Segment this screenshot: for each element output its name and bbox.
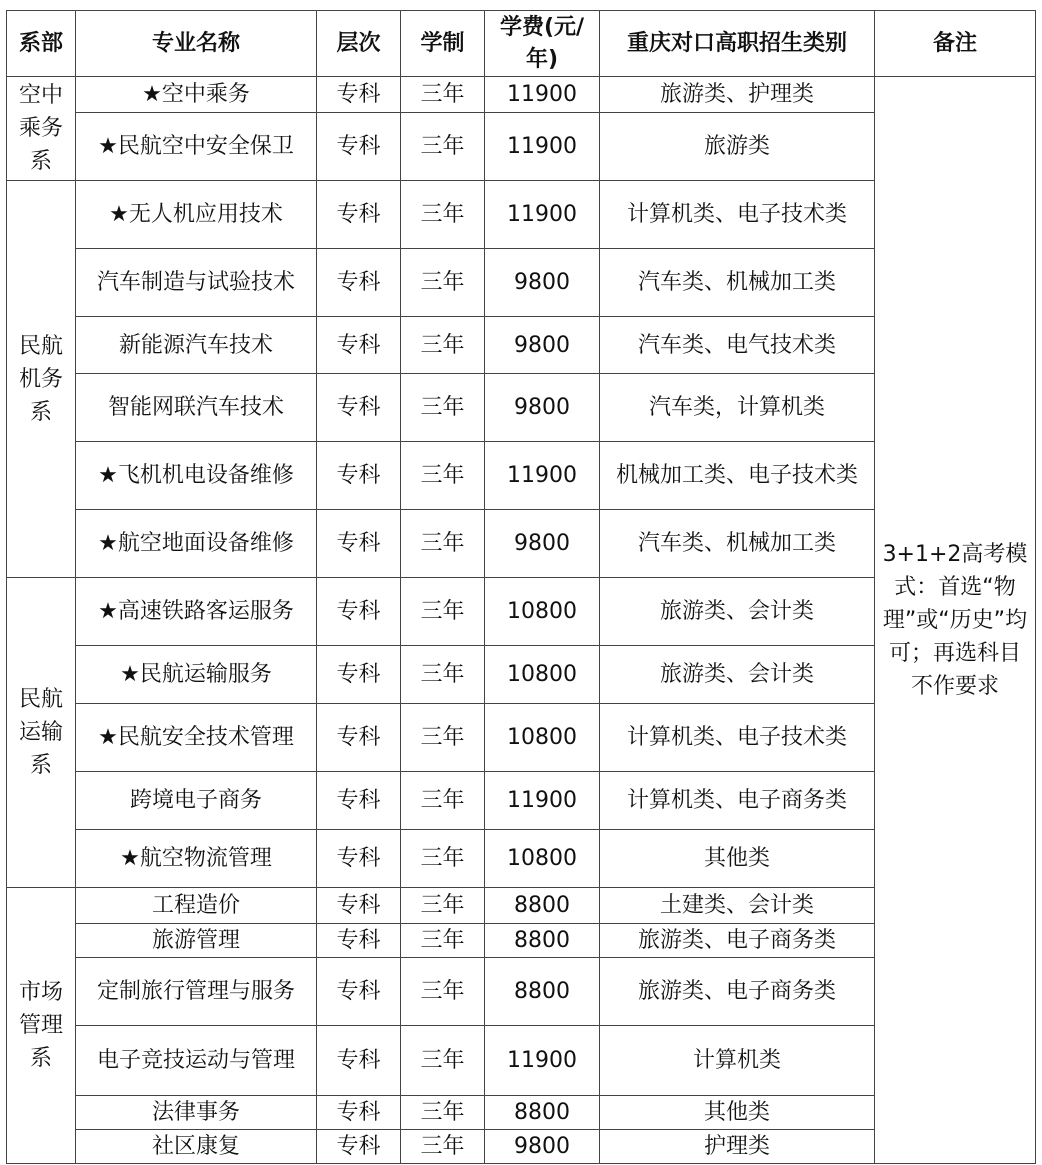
fee-cell: 11900 [485, 772, 600, 830]
major-cell: 社区康复 [76, 1130, 317, 1164]
major-cell: ★飞机机电设备维修 [76, 442, 317, 510]
level-cell: 专科 [317, 77, 401, 113]
level-cell: 专科 [317, 888, 401, 924]
duration-cell: 三年 [401, 510, 485, 578]
duration-cell: 三年 [401, 1130, 485, 1164]
fee-cell: 11900 [485, 77, 600, 113]
duration-cell: 三年 [401, 958, 485, 1026]
category-cell: 汽车类、电气技术类 [600, 317, 875, 374]
major-cell: ★高速铁路客运服务 [76, 578, 317, 646]
fee-cell: 10800 [485, 646, 600, 704]
level-cell: 专科 [317, 830, 401, 888]
dept-cell: 民航运输系 [7, 578, 76, 888]
duration-cell: 三年 [401, 830, 485, 888]
major-cell: 工程造价 [76, 888, 317, 924]
duration-cell: 三年 [401, 1096, 485, 1130]
category-cell: 旅游类 [600, 113, 875, 181]
fee-cell: 11900 [485, 442, 600, 510]
header-duration: 学制 [401, 11, 485, 77]
level-cell: 专科 [317, 510, 401, 578]
duration-cell: 三年 [401, 181, 485, 249]
major-cell: ★空中乘务 [76, 77, 317, 113]
remark-cell: 3+1+2高考模式：首选“物理”或“历史”均可；再选科目不作要求 [875, 77, 1036, 1164]
fee-cell: 9800 [485, 510, 600, 578]
level-cell: 专科 [317, 374, 401, 442]
duration-cell: 三年 [401, 249, 485, 317]
category-cell: 计算机类 [600, 1026, 875, 1096]
enrollment-table [6, 10, 1036, 1164]
major-cell: 法律事务 [76, 1096, 317, 1130]
dept-cell: 空中乘务系 [7, 77, 76, 181]
category-cell: 汽车类，计算机类 [600, 374, 875, 442]
header-dept: 系部 [7, 11, 76, 77]
category-cell: 旅游类、会计类 [600, 646, 875, 704]
level-cell: 专科 [317, 1026, 401, 1096]
level-cell: 专科 [317, 1130, 401, 1164]
level-cell: 专科 [317, 442, 401, 510]
duration-cell: 三年 [401, 704, 485, 772]
fee-cell: 10800 [485, 830, 600, 888]
major-cell: ★民航运输服务 [76, 646, 317, 704]
major-cell: 智能网联汽车技术 [76, 374, 317, 442]
dept-cell: 市场管理系 [7, 888, 76, 1164]
table-row [7, 77, 1036, 113]
major-cell: 汽车制造与试验技术 [76, 249, 317, 317]
major-cell: 定制旅行管理与服务 [76, 958, 317, 1026]
major-cell: 新能源汽车技术 [76, 317, 317, 374]
fee-cell: 8800 [485, 888, 600, 924]
level-cell: 专科 [317, 249, 401, 317]
duration-cell: 三年 [401, 646, 485, 704]
category-cell: 土建类、会计类 [600, 888, 875, 924]
header-level: 层次 [317, 11, 401, 77]
fee-cell: 11900 [485, 181, 600, 249]
fee-cell: 10800 [485, 704, 600, 772]
duration-cell: 三年 [401, 1026, 485, 1096]
header-remark: 备注 [875, 11, 1036, 77]
duration-cell: 三年 [401, 924, 485, 958]
level-cell: 专科 [317, 578, 401, 646]
category-cell: 其他类 [600, 1096, 875, 1130]
major-cell: ★民航安全技术管理 [76, 704, 317, 772]
major-cell: ★航空物流管理 [76, 830, 317, 888]
fee-cell: 9800 [485, 249, 600, 317]
category-cell: 旅游类、电子商务类 [600, 924, 875, 958]
category-cell: 其他类 [600, 830, 875, 888]
fee-cell: 8800 [485, 1096, 600, 1130]
category-cell: 护理类 [600, 1130, 875, 1164]
major-cell: 跨境电子商务 [76, 772, 317, 830]
major-cell: ★民航空中安全保卫 [76, 113, 317, 181]
fee-cell: 9800 [485, 374, 600, 442]
header-major: 专业名称 [76, 11, 317, 77]
level-cell: 专科 [317, 924, 401, 958]
dept-cell: 民航机务系 [7, 181, 76, 578]
fee-cell: 8800 [485, 924, 600, 958]
category-cell: 汽车类、机械加工类 [600, 249, 875, 317]
fee-cell: 9800 [485, 317, 600, 374]
header-row [7, 11, 1036, 77]
duration-cell: 三年 [401, 888, 485, 924]
major-cell: 电子竞技运动与管理 [76, 1026, 317, 1096]
category-cell: 计算机类、电子技术类 [600, 704, 875, 772]
duration-cell: 三年 [401, 442, 485, 510]
level-cell: 专科 [317, 181, 401, 249]
major-cell: ★航空地面设备维修 [76, 510, 317, 578]
category-cell: 汽车类、机械加工类 [600, 510, 875, 578]
fee-cell: 11900 [485, 113, 600, 181]
category-cell: 旅游类、电子商务类 [600, 958, 875, 1026]
level-cell: 专科 [317, 704, 401, 772]
level-cell: 专科 [317, 646, 401, 704]
level-cell: 专科 [317, 772, 401, 830]
duration-cell: 三年 [401, 77, 485, 113]
duration-cell: 三年 [401, 578, 485, 646]
fee-cell: 10800 [485, 578, 600, 646]
level-cell: 专科 [317, 317, 401, 374]
fee-cell: 11900 [485, 1026, 600, 1096]
fee-cell: 9800 [485, 1130, 600, 1164]
level-cell: 专科 [317, 113, 401, 181]
duration-cell: 三年 [401, 317, 485, 374]
header-fee: 学费(元/年) [485, 11, 600, 77]
fee-cell: 8800 [485, 958, 600, 1026]
major-cell: ★无人机应用技术 [76, 181, 317, 249]
category-cell: 旅游类、护理类 [600, 77, 875, 113]
category-cell: 旅游类、会计类 [600, 578, 875, 646]
header-category: 重庆对口高职招生类别 [600, 11, 875, 77]
category-cell: 计算机类、电子技术类 [600, 181, 875, 249]
level-cell: 专科 [317, 1096, 401, 1130]
duration-cell: 三年 [401, 772, 485, 830]
duration-cell: 三年 [401, 374, 485, 442]
major-cell: 旅游管理 [76, 924, 317, 958]
category-cell: 计算机类、电子商务类 [600, 772, 875, 830]
category-cell: 机械加工类、电子技术类 [600, 442, 875, 510]
duration-cell: 三年 [401, 113, 485, 181]
level-cell: 专科 [317, 958, 401, 1026]
